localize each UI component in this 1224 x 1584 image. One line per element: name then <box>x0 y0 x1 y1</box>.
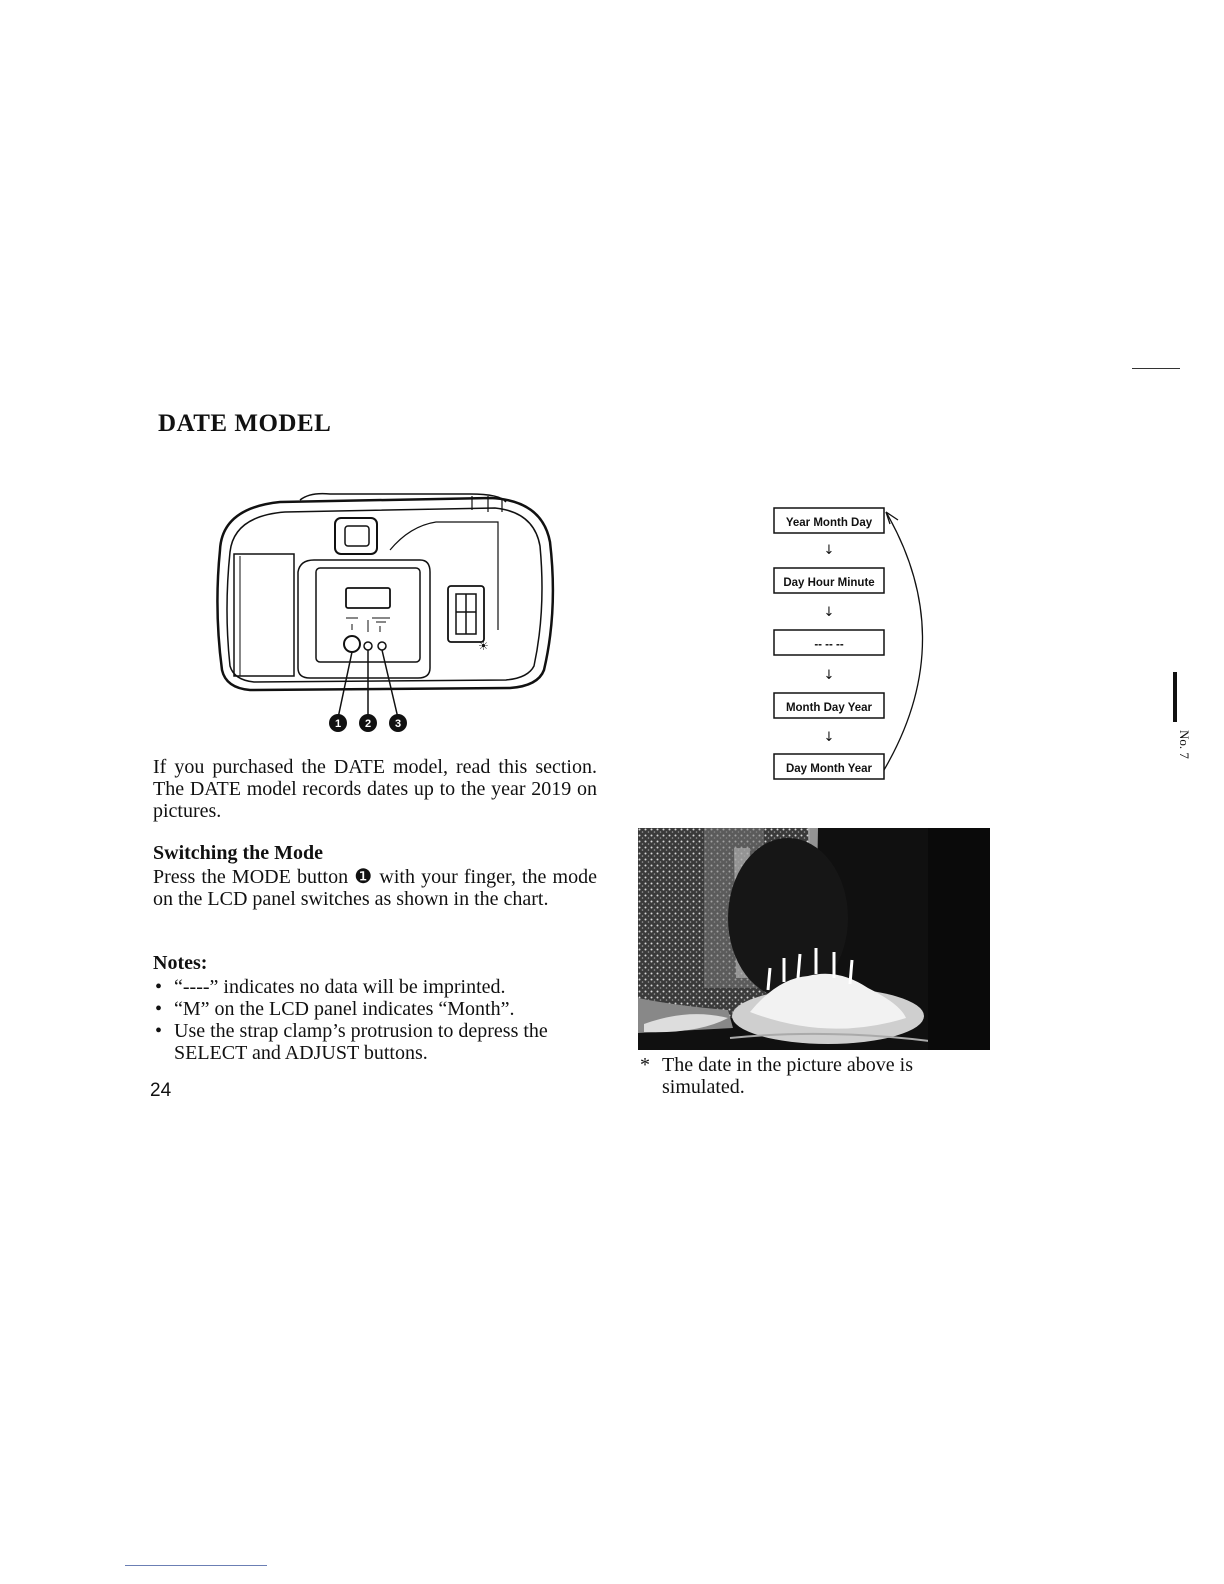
arrow-down-icon: ↓ <box>823 668 835 683</box>
notes-heading: Notes: <box>153 952 208 974</box>
notes-list <box>153 976 603 1064</box>
camera-back-illustration <box>210 490 562 740</box>
page-number: 24 <box>150 1080 172 1101</box>
svg-text:☀: ☀ <box>478 639 489 653</box>
mode-label-3: -- -- -- <box>814 639 844 651</box>
side-label-text: No. 7 <box>1177 730 1192 759</box>
return-arrow <box>884 512 923 770</box>
divider <box>1132 368 1180 369</box>
photo-caption <box>640 1054 980 1098</box>
asterisk-mark: * <box>640 1054 650 1076</box>
mode-label-1: Year Month Day <box>785 517 873 529</box>
sample-photo <box>638 828 990 1050</box>
intro-paragraph: If you purchased the DATE model, read this section. The DATE model records dates up to the year 2019 on pictures. <box>153 756 597 822</box>
divider <box>125 1565 267 1566</box>
mode-label-5: Day Month Year <box>785 763 873 775</box>
page-title: DATE MODEL <box>158 410 332 437</box>
mode-label-2: Day Hour Minute <box>783 577 875 589</box>
mode-cycle-chart <box>760 500 930 790</box>
mode-label-4: Month Day Year <box>785 702 873 714</box>
arrow-down-icon: ↓ <box>823 730 835 745</box>
callout-3: 3 <box>394 718 402 730</box>
list-item: • “----” indicates no data will be imprinted. <box>153 976 603 998</box>
caption-text: The date in the picture above is simulated. <box>662 1054 914 1098</box>
callout-1: 1 <box>334 718 342 730</box>
list-item: • “M” on the LCD panel indicates “Month”. <box>153 998 603 1020</box>
switching-mode-heading: Switching the Mode <box>153 842 323 864</box>
list-item: • Use the strap clamp’s protrusion to depress the SELECT and ADJUST buttons. <box>153 1020 603 1064</box>
arrow-down-icon: ↓ <box>823 543 835 558</box>
arrow-down-icon: ↓ <box>823 605 835 620</box>
callout-markers <box>329 714 407 732</box>
callout-2: 2 <box>364 718 372 730</box>
switching-mode-body: Press the MODE button ❶ with your finger, the mode on the LCD panel switches as shown in the chart. <box>153 866 597 910</box>
side-tab-label <box>1160 672 1190 782</box>
